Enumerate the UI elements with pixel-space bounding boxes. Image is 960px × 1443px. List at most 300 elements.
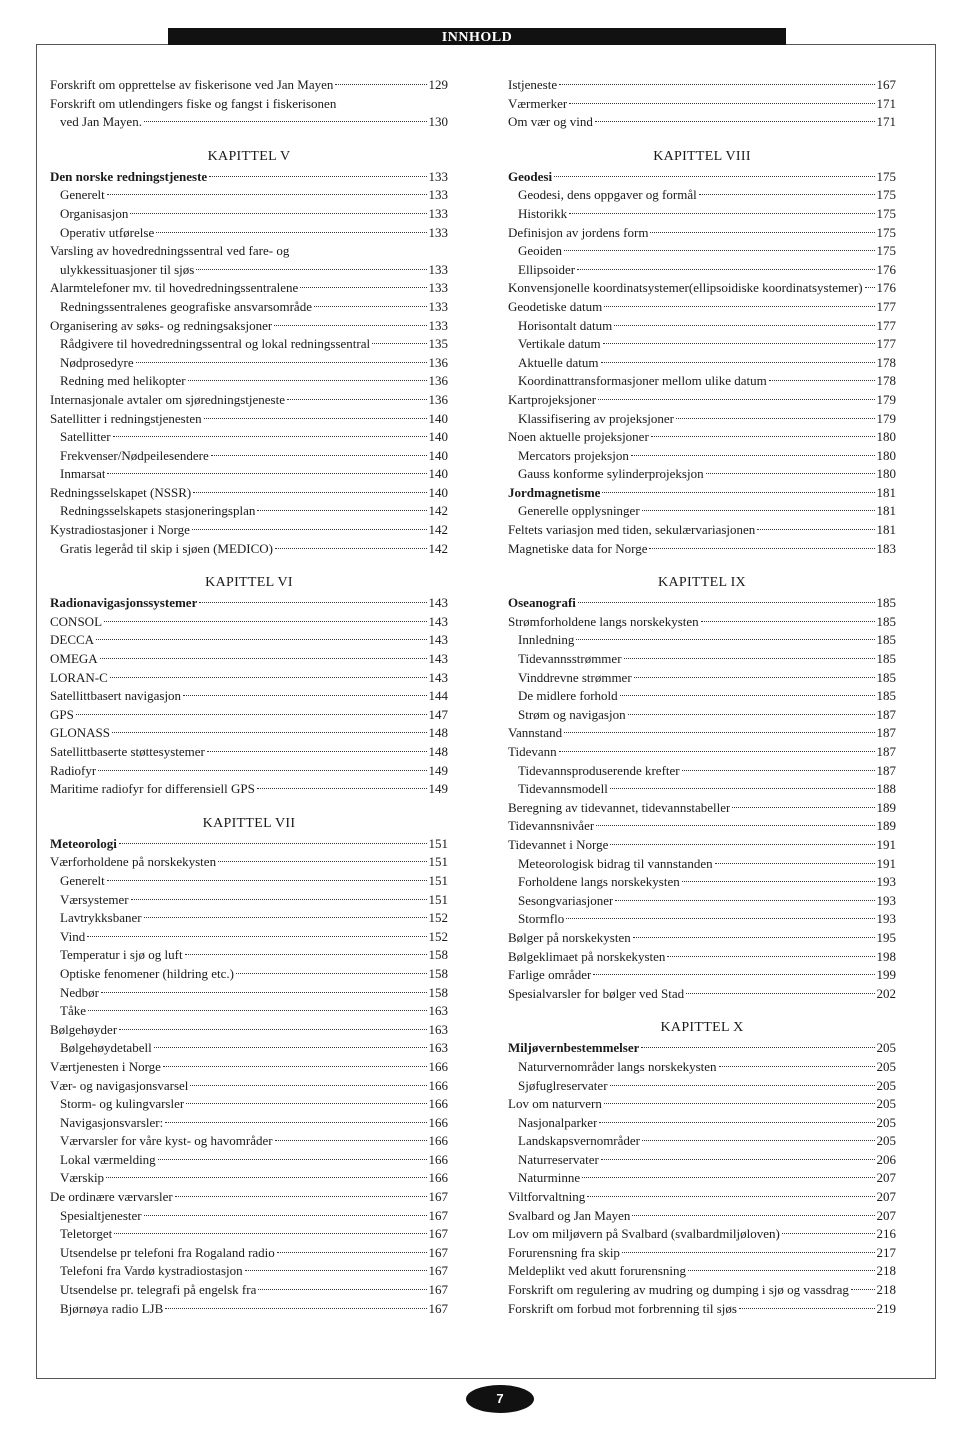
toc-entry-title: Viltforvaltning	[508, 1189, 586, 1205]
toc-entry-page: 143	[428, 595, 448, 611]
toc-entry[interactable]	[508, 447, 896, 466]
toc-entry-title: Generelt	[60, 187, 105, 203]
toc-entry-page: 195	[876, 929, 896, 945]
toc-entry[interactable]	[50, 891, 448, 910]
toc-entry[interactable]	[50, 1300, 448, 1319]
dot-leader	[183, 695, 426, 696]
toc-entry-page: 163	[428, 1021, 448, 1037]
toc-entry[interactable]	[508, 242, 896, 261]
toc-entry-title: Tåke	[60, 1003, 86, 1019]
dot-leader	[112, 732, 427, 733]
toc-entry-page: 148	[428, 744, 448, 759]
toc-entry[interactable]	[50, 650, 448, 669]
toc-entry-title: Geoiden	[518, 243, 563, 259]
toc-entry-title: Forskrift om utlendingers fiske og fangst i fiskerisonen	[50, 95, 337, 111]
toc-entry-page: 158	[428, 984, 448, 1000]
toc-entry[interactable]	[508, 540, 896, 559]
toc-entry-title: Gratis legeråd til skip i sjøen (MEDICO)	[60, 540, 274, 556]
toc-entry[interactable]	[50, 410, 448, 429]
toc-entry[interactable]	[508, 95, 896, 114]
toc-entry-page: 163	[428, 1003, 448, 1019]
toc-entry-title: Vannstand	[508, 725, 563, 741]
toc-entry-page: 205	[876, 1077, 896, 1093]
toc-entry[interactable]	[50, 1114, 448, 1133]
dot-leader	[641, 1047, 874, 1048]
toc-entry[interactable]	[508, 1095, 896, 1114]
toc-entry[interactable]	[508, 910, 896, 929]
toc-entry[interactable]	[508, 1262, 896, 1281]
toc-entry[interactable]	[50, 965, 448, 984]
toc-entry[interactable]	[508, 929, 896, 948]
dot-leader	[576, 639, 874, 640]
toc-entry[interactable]	[508, 1225, 896, 1244]
toc-entry[interactable]	[50, 1207, 448, 1226]
toc-entry[interactable]	[50, 502, 448, 521]
toc-entry-title: Teletorget	[60, 1226, 113, 1242]
toc-entry[interactable]	[50, 317, 448, 336]
toc-entry[interactable]	[508, 650, 896, 669]
toc-entry-title: Vertikale datum	[518, 336, 601, 352]
toc-entry-title: Tidevannsnivåer	[508, 818, 595, 834]
toc-entry[interactable]	[50, 447, 448, 466]
toc-entry[interactable]	[50, 743, 448, 762]
dot-leader	[614, 325, 874, 326]
toc-entry[interactable]	[50, 1151, 448, 1170]
toc-entry[interactable]	[50, 1021, 448, 1040]
dot-leader	[604, 1103, 875, 1104]
dot-leader	[119, 843, 427, 844]
chapter-heading: KAPITTEL V	[207, 148, 291, 164]
toc-entry-title: DECCA	[50, 632, 95, 648]
dot-leader	[144, 917, 427, 918]
toc-entry[interactable]	[508, 1244, 896, 1263]
toc-entry[interactable]	[50, 909, 448, 928]
section-header: INNHOLD	[168, 28, 786, 45]
toc-entry-page: 185	[876, 669, 896, 685]
toc-entry-title: Svalbard og Jan Mayen	[508, 1207, 631, 1223]
toc-entry-page: 219	[876, 1300, 896, 1316]
toc-entry-page: 205	[876, 1058, 896, 1074]
toc-entry-page: 218	[876, 1263, 896, 1279]
toc-entry-page: 187	[876, 762, 896, 778]
toc-entry[interactable]	[508, 279, 896, 298]
toc-entry-page: 142	[428, 540, 448, 556]
toc-entry-page: 142	[428, 503, 448, 519]
toc-entry[interactable]	[508, 372, 896, 391]
toc-entry[interactable]	[50, 780, 448, 799]
toc-entry-page: 171	[876, 95, 896, 111]
toc-entry[interactable]	[508, 873, 896, 892]
toc-entry-page: 187	[876, 725, 896, 741]
toc-entry[interactable]	[50, 335, 448, 354]
toc-entry-page: 217	[876, 1244, 896, 1260]
dot-leader	[372, 343, 426, 344]
dot-leader	[603, 343, 875, 344]
toc-entry[interactable]	[508, 966, 896, 985]
dot-leader	[628, 714, 875, 715]
toc-entry-title: Bølger på norskekysten	[508, 929, 631, 945]
toc-entry[interactable]	[508, 724, 896, 743]
dot-leader	[634, 677, 875, 678]
toc-entry[interactable]	[508, 780, 896, 799]
toc-entry[interactable]	[508, 687, 896, 706]
dot-leader	[165, 1122, 426, 1123]
toc-entry-page: 175	[876, 187, 896, 203]
toc-entry-page: 179	[876, 391, 896, 407]
toc-entry-page: 181	[876, 503, 896, 519]
toc-entry[interactable]	[508, 205, 896, 224]
toc-entry[interactable]	[50, 428, 448, 447]
toc-entry-page: 143	[428, 613, 448, 629]
toc-entry-page: 175	[876, 243, 896, 259]
dot-leader	[596, 825, 874, 826]
toc-entry[interactable]	[50, 928, 448, 947]
toc-entry-page: 180	[876, 466, 896, 482]
toc-entry-page: 166	[428, 1114, 448, 1130]
toc-entry-title: Redningsselskapet (NSSR)	[50, 484, 192, 500]
toc-entry-page: 199	[876, 967, 896, 983]
toc-entry[interactable]	[50, 1188, 448, 1207]
dot-leader	[186, 1103, 426, 1104]
dot-leader	[624, 658, 875, 659]
toc-entry[interactable]	[508, 521, 896, 540]
toc-entry[interactable]	[508, 948, 896, 967]
toc-entry[interactable]	[508, 428, 896, 447]
toc-entry-title: Nasjonalparker	[518, 1114, 598, 1130]
toc-entry-title: Forskrift om forbud mot forbrenning til sjøs	[508, 1300, 737, 1316]
toc-entry-page: 176	[876, 261, 896, 277]
toc-entry[interactable]	[50, 186, 448, 205]
toc-entry[interactable]	[508, 410, 896, 429]
toc-entry[interactable]	[50, 540, 448, 559]
dot-leader	[185, 954, 427, 955]
toc-entry-title: ved Jan Mayen.	[60, 114, 142, 130]
toc-entry[interactable]	[50, 484, 448, 503]
toc-entry[interactable]	[50, 687, 448, 706]
toc-entry[interactable]	[50, 724, 448, 743]
toc-entry[interactable]	[508, 1300, 896, 1319]
toc-entry-title: Satellittbaserte støttesystemer	[50, 744, 205, 759]
dot-leader	[688, 1270, 875, 1271]
toc-entry[interactable]	[508, 706, 896, 725]
toc-left-column	[50, 76, 448, 1318]
toc-entry-title: Historikk	[518, 205, 568, 221]
toc-entry[interactable]	[50, 205, 448, 224]
toc-entry-title: Kartprojeksjoner	[508, 391, 597, 407]
dot-leader	[144, 1215, 427, 1216]
toc-right-column	[508, 76, 896, 1318]
toc-entry[interactable]	[508, 261, 896, 280]
toc-entry[interactable]	[50, 853, 448, 872]
toc-entry[interactable]	[50, 261, 448, 280]
toc-entry[interactable]	[508, 817, 896, 836]
toc-entry[interactable]	[50, 669, 448, 688]
toc-entry[interactable]	[508, 335, 896, 354]
dot-leader	[144, 121, 427, 122]
toc-entry[interactable]	[50, 946, 448, 965]
toc-entry[interactable]	[50, 631, 448, 650]
toc-entry-title: Forskrift om opprettelse av fiskerisone ved Jan Mayen	[50, 77, 334, 92]
toc-entry[interactable]	[50, 613, 448, 632]
dot-leader	[106, 1177, 426, 1178]
dot-leader	[682, 770, 875, 771]
toc-entry-title: Utsendelse pr telefoni fra Rogaland radio	[60, 1244, 275, 1260]
toc-entry[interactable]	[508, 1077, 896, 1096]
toc-entry-page: 176	[876, 280, 896, 296]
toc-entry-title: Værskip	[60, 1170, 105, 1186]
toc-section-entry[interactable]	[508, 484, 896, 503]
toc-entry[interactable]	[508, 465, 896, 484]
toc-entry[interactable]	[50, 391, 448, 410]
toc-entry[interactable]	[50, 1002, 448, 1021]
toc-section-entry[interactable]	[508, 594, 896, 613]
toc-entry-page: 167	[428, 1263, 448, 1279]
dot-leader	[107, 473, 426, 474]
dot-leader	[300, 287, 426, 288]
toc-entry-page: 149	[428, 762, 448, 778]
toc-entry-page: 136	[428, 354, 448, 370]
toc-entry-title: Vær- og navigasjonsvarsel	[50, 1077, 189, 1093]
toc-entry[interactable]	[508, 317, 896, 336]
toc-entry[interactable]	[50, 706, 448, 725]
toc-entry[interactable]	[508, 298, 896, 317]
toc-entry-title: ulykkessituasjoner til sjøs	[60, 261, 195, 277]
toc-entry[interactable]	[508, 354, 896, 373]
toc-entry[interactable]	[508, 631, 896, 650]
toc-entry-page: 167	[428, 1207, 448, 1223]
toc-entry-title: Noen aktuelle projeksjoner	[508, 429, 649, 445]
toc-entry-page: 151	[428, 835, 448, 851]
dot-leader	[190, 1085, 426, 1086]
toc-entry[interactable]	[50, 298, 448, 317]
toc-entry[interactable]	[508, 391, 896, 410]
dot-leader	[211, 455, 427, 456]
toc-entry-title: Magnetiske data for Norge	[508, 540, 648, 556]
toc-entry[interactable]	[50, 113, 448, 132]
toc-entry-title: Værvarsler for våre kyst- og havområder	[60, 1133, 273, 1149]
toc-entry[interactable]	[50, 1281, 448, 1300]
toc-entry[interactable]	[50, 1095, 448, 1114]
toc-entry-title: Operativ utførelse	[60, 224, 155, 240]
toc-entry[interactable]	[50, 95, 448, 114]
toc-entry-title: Geodetiske datum	[508, 298, 603, 314]
toc-entry-page: 202	[876, 985, 896, 1001]
dot-leader	[676, 418, 875, 419]
toc-entry-page: 205	[876, 1114, 896, 1130]
toc-entry-title: Radiofyr	[50, 762, 97, 778]
dot-leader	[275, 548, 426, 549]
toc-entry-title: Internasjonale avtaler om sjøredningstjeneste	[50, 391, 286, 407]
toc-entry-page: 136	[428, 373, 448, 389]
toc-entry[interactable]	[508, 762, 896, 781]
toc-entry-title: Lov om naturvern	[508, 1096, 602, 1112]
toc-entry[interactable]	[508, 799, 896, 818]
toc-entry-page: 151	[428, 854, 448, 870]
toc-entry-title: Generelt	[60, 872, 105, 888]
toc-entry-page: 205	[876, 1040, 896, 1056]
dot-leader	[569, 103, 874, 104]
toc-entry-page: 140	[428, 466, 448, 482]
dot-leader	[107, 880, 427, 881]
toc-section-entry[interactable]	[50, 594, 448, 613]
toc-section-entry[interactable]	[50, 168, 448, 187]
toc-entry[interactable]	[508, 113, 896, 132]
chapter-heading: KAPITTEL IX	[658, 575, 746, 591]
toc-entry[interactable]	[508, 985, 896, 1004]
toc-entry[interactable]	[50, 1244, 448, 1263]
dot-leader	[604, 306, 874, 307]
toc-entry-page: 175	[876, 224, 896, 240]
toc-entry-page: 151	[428, 891, 448, 907]
toc-entry[interactable]	[508, 1169, 896, 1188]
dot-leader	[569, 213, 874, 214]
toc-entry-page: 166	[428, 1170, 448, 1186]
toc-entry-page: 149	[428, 781, 448, 797]
toc-entry[interactable]	[508, 186, 896, 205]
toc-entry-title: Naturminne	[518, 1170, 581, 1186]
dot-leader	[287, 399, 426, 400]
toc-entry-page: 187	[876, 706, 896, 722]
toc-entry[interactable]	[50, 372, 448, 391]
dot-leader	[593, 974, 874, 975]
dot-leader	[113, 436, 427, 437]
toc-entry[interactable]	[50, 76, 448, 95]
toc-entry[interactable]	[50, 465, 448, 484]
dot-leader	[706, 473, 875, 474]
toc-entry[interactable]	[50, 521, 448, 540]
toc-entry[interactable]	[50, 1225, 448, 1244]
toc-entry[interactable]	[50, 984, 448, 1003]
dot-leader	[107, 194, 427, 195]
toc-section-entry[interactable]	[508, 1039, 896, 1058]
toc-entry[interactable]	[508, 1132, 896, 1151]
toc-entry-page: 181	[876, 484, 896, 500]
toc-entry-title: Forurensning fra skip	[508, 1244, 620, 1260]
toc-entry-page: 193	[876, 911, 896, 927]
dot-leader	[651, 436, 875, 437]
toc-entry[interactable]	[508, 1207, 896, 1226]
toc-entry-title: Lavtrykksbaner	[60, 910, 142, 926]
dot-leader	[188, 380, 427, 381]
toc-entry-page: 147	[428, 706, 448, 722]
dot-leader	[757, 529, 874, 530]
page-number-badge: 7	[466, 1385, 534, 1413]
dot-leader	[554, 176, 874, 177]
toc-entry[interactable]	[50, 762, 448, 781]
dot-leader	[650, 232, 874, 233]
toc-entry-title: Satellitter i redningstjenesten	[50, 410, 202, 426]
dot-leader	[667, 956, 874, 957]
toc-entry-page: 140	[428, 484, 448, 500]
dot-leader	[610, 788, 875, 789]
dot-leader	[196, 269, 426, 270]
dot-leader	[582, 1177, 874, 1178]
toc-entry[interactable]	[50, 1058, 448, 1077]
dot-leader	[335, 84, 426, 85]
toc-entry-page: 133	[428, 168, 448, 184]
toc-entry[interactable]	[508, 502, 896, 521]
toc-entry[interactable]	[50, 224, 448, 243]
toc-entry-title: Geodesi	[508, 168, 553, 184]
dot-leader	[165, 1308, 426, 1309]
toc-entry[interactable]	[508, 1151, 896, 1170]
dot-leader	[110, 677, 427, 678]
dot-leader	[620, 695, 875, 696]
dot-leader	[258, 1289, 426, 1290]
dot-leader	[587, 1196, 874, 1197]
toc-entry-page: 218	[876, 1282, 896, 1298]
toc-entry[interactable]	[508, 836, 896, 855]
toc-section-entry[interactable]	[50, 835, 448, 854]
dot-leader	[87, 936, 426, 937]
dot-leader	[649, 548, 874, 549]
dot-leader	[633, 937, 875, 938]
toc-entry[interactable]	[50, 1039, 448, 1058]
dot-leader	[275, 1140, 427, 1141]
toc-entry[interactable]	[50, 872, 448, 891]
toc-entry[interactable]	[508, 855, 896, 874]
toc-entry-page: 133	[428, 261, 448, 277]
toc-entry-title: Værmerker	[508, 95, 568, 111]
dot-leader	[642, 1140, 874, 1141]
toc-entry[interactable]	[508, 1281, 896, 1300]
toc-entry-title: Oseanografi	[508, 595, 576, 611]
dot-leader	[610, 1085, 875, 1086]
toc-entry-page: 144	[428, 688, 448, 704]
dot-leader	[163, 1066, 427, 1067]
dot-leader	[566, 918, 874, 919]
toc-entry-page: 133	[428, 317, 448, 333]
chapter-heading: KAPITTEL VIII	[653, 148, 751, 164]
toc-entry[interactable]	[50, 1132, 448, 1151]
toc-section-entry[interactable]	[508, 168, 896, 187]
toc-entry[interactable]	[508, 224, 896, 243]
dot-leader	[559, 751, 875, 752]
toc-entry[interactable]	[508, 1114, 896, 1133]
toc-entry-title: Om vær og vind	[508, 114, 593, 130]
toc-entry[interactable]	[50, 354, 448, 373]
dot-leader	[130, 213, 426, 214]
dot-leader	[564, 732, 874, 733]
dot-leader	[131, 899, 427, 900]
toc-entry[interactable]	[50, 1169, 448, 1188]
dot-leader	[686, 993, 874, 994]
toc-entry[interactable]	[508, 1188, 896, 1207]
dot-leader	[204, 418, 427, 419]
toc-entry-page: 178	[876, 354, 896, 370]
toc-entry[interactable]	[508, 76, 896, 95]
dot-leader	[602, 492, 874, 493]
toc-entry-page: 193	[876, 874, 896, 890]
toc-entry-page: 166	[428, 1151, 448, 1167]
toc-entry[interactable]	[50, 1262, 448, 1281]
toc-entry-title: Lov om miljøvern på Svalbard (svalbardmiljøloven)	[508, 1226, 780, 1242]
toc-entry[interactable]	[50, 279, 448, 298]
toc-entry[interactable]	[50, 1077, 448, 1096]
toc-entry[interactable]	[508, 892, 896, 911]
toc-entry[interactable]	[508, 1058, 896, 1077]
toc-entry[interactable]	[50, 242, 448, 261]
dot-leader	[601, 362, 875, 363]
toc-entry-title: GLONASS	[50, 725, 110, 741]
toc-entry[interactable]	[508, 669, 896, 688]
toc-entry-title: Spesialvarsler for bølger ved Stad	[508, 985, 685, 1001]
dot-leader	[218, 861, 426, 862]
toc-entry[interactable]	[508, 613, 896, 632]
toc-entry-page: 191	[876, 855, 896, 871]
toc-entry[interactable]	[508, 743, 896, 762]
dot-leader	[96, 639, 426, 640]
